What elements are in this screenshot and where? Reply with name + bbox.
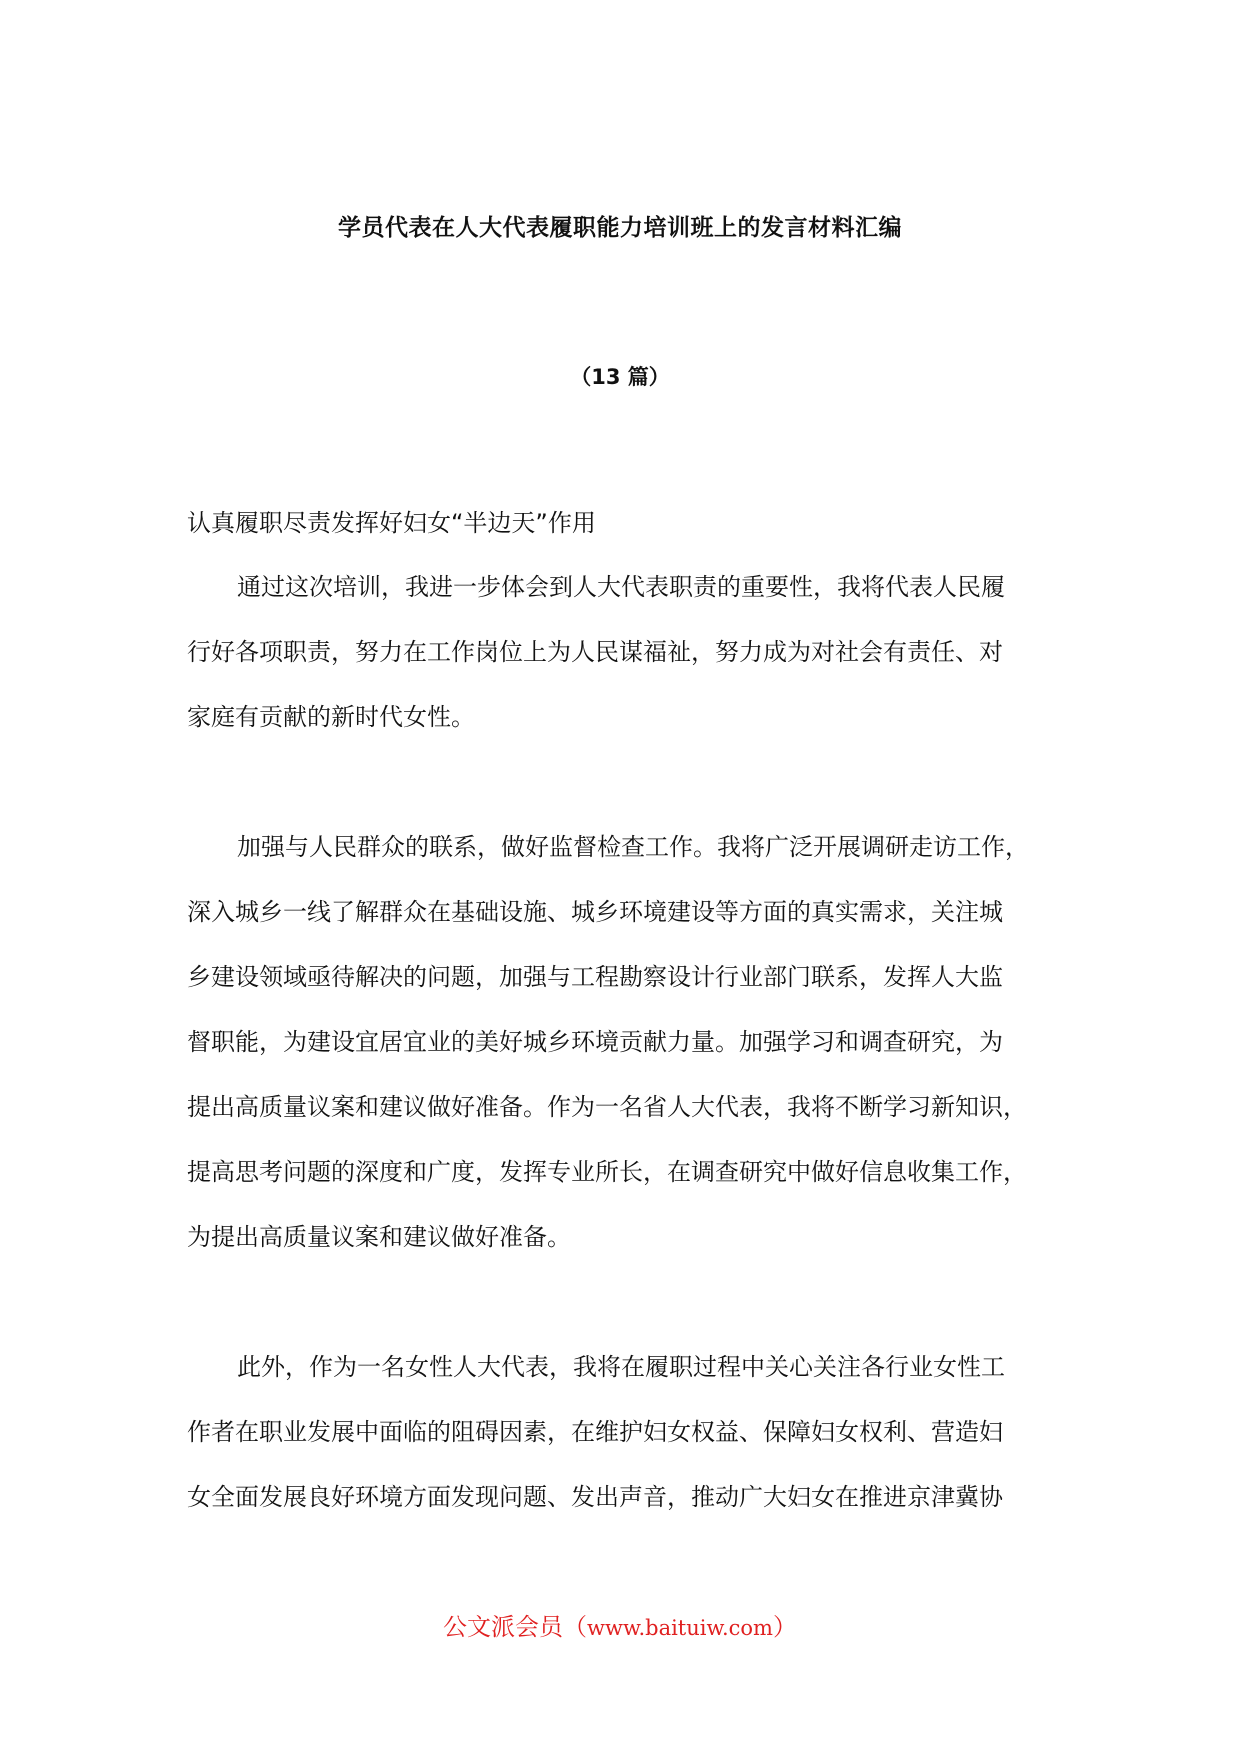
paragraph-line: 作者在职业发展中面临的阻碍因素，在维护妇女权益、保障妇女权利、营造妇 (187, 1418, 1003, 1446)
paragraph-line: 督职能，为建设宜居宜业的美好城乡环境贡献力量。加强学习和调查研究，为 (187, 1028, 1003, 1056)
footer-label: 公文派会员（ (443, 1613, 588, 1641)
section-heading: 认真履职尽责发挥好妇女“半边天”作用 (187, 509, 596, 537)
document-subtitle: （13 篇） (570, 365, 670, 389)
paragraph-line: 女全面发展良好环境方面发现问题、发出声音，推动广大妇女在推进京津冀协 (187, 1483, 1003, 1511)
footer-watermark (0, 1610, 1240, 1645)
paragraph-line: 行好各项职责，努力在工作岗位上为人民谋福祉，努力成为对社会有责任、对 (187, 638, 1003, 666)
paragraph-line: 为提出高质量议案和建议做好准备。 (187, 1223, 571, 1251)
footer-close: ） (772, 1613, 797, 1641)
paragraph-line: 加强与人民群众的联系，做好监督检查工作。我将广泛开展调研走访工作， (237, 833, 1029, 861)
document-title: 学员代表在人大代表履职能力培训班上的发言材料汇编 (338, 215, 902, 241)
paragraph-line: 深入城乡一线了解群众在基础设施、城乡环境建设等方面的真实需求，关注城 (187, 898, 1003, 926)
paragraph-line: 通过这次培训，我进一步体会到人大代表职责的重要性，我将代表人民履 (237, 573, 1005, 601)
paragraph-line: 家庭有贡献的新时代女性。 (187, 703, 475, 731)
paragraph-line: 提高思考问题的深度和广度，发挥专业所长，在调查研究中做好信息收集工作， (187, 1158, 1027, 1186)
paragraph-line: 提出高质量议案和建议做好准备。作为一名省人大代表，我将不断学习新知识， (187, 1093, 1027, 1121)
paragraph (187, 555, 1087, 750)
paragraph-line: 此外，作为一名女性人大代表，我将在履职过程中关心关注各行业女性工 (237, 1353, 1005, 1381)
paragraph (187, 1335, 1087, 1530)
paragraph-line: 乡建设领域亟待解决的问题，加强与工程勘察设计行业部门联系，发挥人大监 (187, 963, 1003, 991)
footer-url-link[interactable]: www.baituiw.com (587, 1616, 773, 1640)
paragraph (187, 815, 1087, 1270)
